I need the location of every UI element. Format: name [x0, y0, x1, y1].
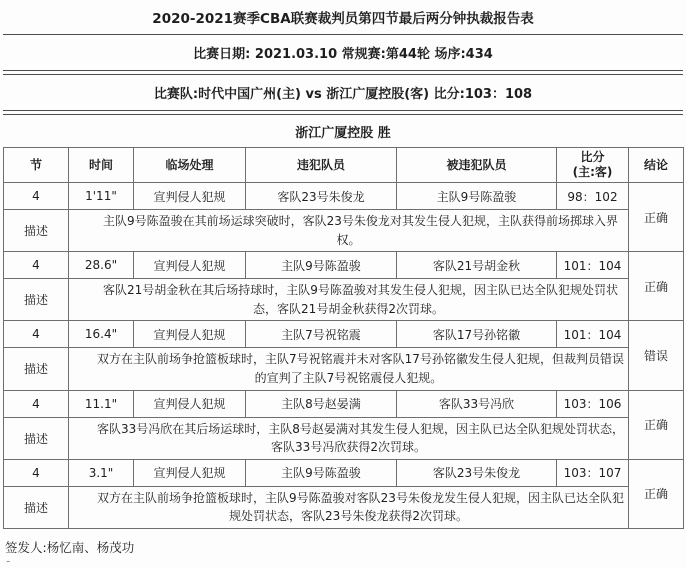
- table-description-row: [4, 279, 684, 321]
- cell-quarter: 4: [4, 252, 69, 279]
- table-row: [4, 390, 684, 417]
- header-action: 临场处理: [134, 148, 246, 183]
- cell-offended: 主队9号陈盈骏: [397, 183, 557, 210]
- cell-description: 双方在主队前场争抢篮板球时，主队9号陈盈骏对客队23号朱俊龙发生侵人犯规，因主队已达全队犯规处罚状态，客队23号朱俊龙获得2次罚球。: [69, 486, 629, 528]
- cell-description: 双方在主队前场争抢篮板球时，主队7号祝铭震并未对客队17号孙铭徽发生侵人犯规，但裁判员错误的宣判了主队7号祝铭震侵人犯规。: [69, 348, 629, 390]
- cell-description: 客队21号胡金秋在其后场持球时，主队9号陈盈骏对其发生侵人犯规，因主队已达全队犯规处罚状态，客队21号胡金秋获得2次罚球。: [69, 279, 629, 321]
- cell-time: 3.1": [69, 459, 134, 486]
- report-title: 2020-2021赛季CBA联赛裁判员第四节最后两分钟执裁报告表: [3, 2, 683, 35]
- cell-offender: 主队9号陈盈骏: [246, 252, 397, 279]
- cell-description: 客队33号冯欣在其后场运球时，主队8号赵晏满对其发生侵人犯规，因主队已达全队犯规处罚状态，客队33号冯欣获得2次罚球。: [69, 417, 629, 459]
- cell-action: 宣判侵人犯规: [134, 459, 246, 486]
- header-time: 时间: [69, 148, 134, 183]
- match-result-line: 浙江广厦控股 胜: [3, 114, 683, 147]
- cell-quarter: 4: [4, 390, 69, 417]
- table-description-row: [4, 210, 684, 252]
- cell-action: 宣判侵人犯规: [134, 183, 246, 210]
- table-description-row: [4, 486, 684, 528]
- cell-action: 宣判侵人犯规: [134, 321, 246, 348]
- cell-conclusion: 正确: [629, 390, 684, 459]
- match-date-line: 比赛日期: 2021.03.10 常规赛:第44轮 场序:434: [3, 35, 683, 71]
- header-score-line2: (主:客): [572, 165, 613, 179]
- cell-time: 1'11": [69, 183, 134, 210]
- cell-desc-label: 描述: [4, 417, 69, 459]
- header-score: [557, 148, 629, 183]
- corner-mark: -: [6, 553, 11, 568]
- cell-time: 16.4": [69, 321, 134, 348]
- table-row: [4, 183, 684, 210]
- ruling-report-table: [3, 147, 684, 529]
- cell-score: 103：106: [557, 390, 629, 417]
- cell-score: 101：104: [557, 321, 629, 348]
- cell-offended: 客队23号朱俊龙: [397, 459, 557, 486]
- cell-offended: 客队17号孙铭徽: [397, 321, 557, 348]
- cell-offended: 客队21号胡金秋: [397, 252, 557, 279]
- cell-score: 98：102: [557, 183, 629, 210]
- header-offended: 被违犯队员: [397, 148, 557, 183]
- cell-time: 28.6": [69, 252, 134, 279]
- cell-conclusion: 正确: [629, 252, 684, 321]
- teams-score-line: 比赛队:时代中国广州(主) vs 浙江广厦控股(客) 比分:103：108: [3, 74, 683, 111]
- header-offender: 违犯队员: [246, 148, 397, 183]
- cell-desc-label: 描述: [4, 210, 69, 252]
- cell-offender: 主队7号祝铭震: [246, 321, 397, 348]
- cell-offender: 主队9号陈盈骏: [246, 459, 397, 486]
- cell-offender: 主队8号赵晏满: [246, 390, 397, 417]
- cell-desc-label: 描述: [4, 348, 69, 390]
- cell-action: 宣判侵人犯规: [134, 390, 246, 417]
- cell-conclusion: 错误: [629, 321, 684, 390]
- header-quarter: 节: [4, 148, 69, 183]
- table-header-row: [4, 148, 684, 183]
- cell-description: 主队9号陈盈骏在其前场运球突破时，客队23号朱俊龙对其发生侵人犯规，主队获得前场掷球入界权。: [69, 210, 629, 252]
- table-row: [4, 459, 684, 486]
- cell-offended: 客队33号冯欣: [397, 390, 557, 417]
- cell-action: 宣判侵人犯规: [134, 252, 246, 279]
- cell-time: 11.1": [69, 390, 134, 417]
- cell-quarter: 4: [4, 459, 69, 486]
- header-conclusion: 结论: [629, 148, 684, 183]
- table-description-row: [4, 417, 684, 459]
- table-row: [4, 321, 684, 348]
- cell-score: 103：107: [557, 459, 629, 486]
- cell-offender: 客队23号朱俊龙: [246, 183, 397, 210]
- cell-score: 101：104: [557, 252, 629, 279]
- cell-desc-label: 描述: [4, 279, 69, 321]
- cell-quarter: 4: [4, 321, 69, 348]
- cell-desc-label: 描述: [4, 486, 69, 528]
- cell-conclusion: 正确: [629, 183, 684, 252]
- table-row: [4, 252, 684, 279]
- cell-conclusion: 正确: [629, 459, 684, 528]
- header-score-line1: 比分: [580, 150, 605, 164]
- issuer-line: 签发人:杨忆南、杨茂功: [5, 539, 135, 555]
- cell-quarter: 4: [4, 183, 69, 210]
- report-document: [3, 0, 683, 566]
- table-description-row: [4, 348, 684, 390]
